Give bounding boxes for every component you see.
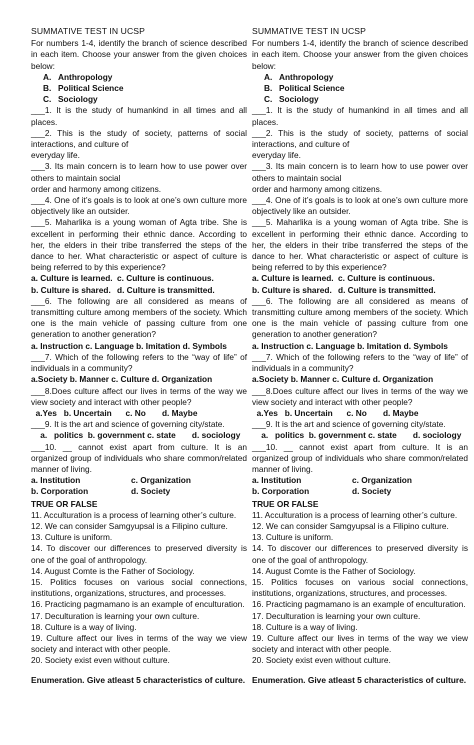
question-3-cont: order and harmony among citizens. bbox=[31, 183, 162, 194]
question-10: ___10. __ cannot exist apart from culture. It is an organized group of individuals who share common/related manner of living. bbox=[31, 441, 247, 474]
question-1: ___1. It is the study of humankind in all times and all places. bbox=[31, 105, 247, 127]
question-10-options-row2: b. Corporation d. Society bbox=[31, 486, 171, 497]
question-8-options: a.Yes b. Uncertain c. No d. Maybe bbox=[31, 407, 198, 418]
question-6: ___6. The following are all considered as means of transmitting culture among members of the society. Which one is the main vehicle of passing culture from one generation to another generation? bbox=[31, 295, 247, 340]
tf-item-20: 20. Society exist even without culture. bbox=[252, 655, 391, 666]
choice-b: B. Political Science bbox=[264, 83, 345, 94]
question-2: ___2. This is the study of society, patterns of social interactions, and culture of bbox=[252, 127, 468, 150]
question-9-options: a. politics b. government c. state d. sociology bbox=[31, 430, 241, 441]
question-10: ___10. __ cannot exist apart from culture. It is an organized group of individuals who share common/related manner of living. bbox=[252, 441, 468, 474]
enumeration-prompt: Enumeration. Give atleast 5 characteristics of culture. bbox=[252, 674, 467, 685]
question-2: ___2. This is the study of society, patterns of social interactions, and culture of bbox=[31, 127, 247, 150]
question-9-options: a. politics b. government c. state d. sociology bbox=[252, 430, 462, 441]
tf-item-19: 19. Culture affect our lives in terms of the way we view society and interact with other people. bbox=[252, 632, 468, 655]
tf-item-15: 15. Politics focuses on various social connections, institutions, organizations, structures, and processes. bbox=[31, 576, 247, 599]
tf-item-13: 13. Culture is uniform. bbox=[31, 532, 113, 543]
tf-item-17: 17. Deculturation is learning your own culture. bbox=[31, 610, 200, 621]
tf-item-12: 12. We can consider Samgyupsal is a Filipino culture. bbox=[31, 520, 228, 531]
question-5: ___5. Maharlika is a young woman of Agta tribe. She is excellent in performing their ethnic dance. According to her, the elders in their tribe transferred the steps of the dance to her. What characteristic or aspect of culture is being referred to by this experience? bbox=[252, 217, 468, 273]
test-title: SUMMATIVE TEST IN UCSP bbox=[31, 26, 145, 36]
true-or-false-heading: TRUE OR FALSE bbox=[31, 498, 98, 509]
question-8: ___8.Does culture affect our lives in terms of the way we view society and interact with other people? bbox=[252, 385, 468, 407]
question-6-options: a. Instruction c. Language b. Imitation d. Symbols bbox=[252, 340, 448, 351]
tf-item-18: 18. Culture is a way of living. bbox=[252, 621, 358, 632]
question-6-options: a. Instruction c. Language b. Imitation d. Symbols bbox=[31, 340, 227, 351]
tf-item-19: 19. Culture affect our lives in terms of the way we view society and interact with other people. bbox=[31, 632, 247, 655]
tf-item-18: 18. Culture is a way of living. bbox=[31, 621, 137, 632]
choice-a: A. Anthropology bbox=[43, 71, 113, 82]
tf-item-13: 13. Culture is uniform. bbox=[252, 532, 334, 543]
question-7: ___7. Which of the following refers to the “way of life” of individuals in a community? bbox=[31, 351, 247, 374]
question-4: ___4. One of it’s goals is to look at one’s own culture more objectively like an outsider. bbox=[31, 195, 247, 217]
instructions: For numbers 1-4, identify the branch of science described in each item. Choose your answer from the given choices below: bbox=[252, 38, 468, 71]
tf-item-16: 16. Practicing pagmamano is an example of enculturation. bbox=[31, 599, 245, 610]
tf-item-14a: 14. To discover our differences to preserved diversity is one of the goal of anthropology. bbox=[252, 543, 468, 565]
question-3-cont: order and harmony among citizens. bbox=[252, 183, 383, 194]
question-7-options: a.Society b. Manner c. Culture d. Organization bbox=[252, 374, 434, 385]
question-6: ___6. The following are all considered as means of transmitting culture among members of the society. Which one is the main vehicle of passing culture from one generation to another generation? bbox=[252, 295, 468, 340]
question-5-options-row1: a. Culture is learned. c. Culture is continuous. bbox=[31, 273, 214, 284]
question-3: ___3. Its main concern is to learn how to use power over others to maintain social bbox=[31, 161, 247, 183]
question-5-options-row2: b. Culture is shared. d. Culture is transmitted. bbox=[252, 284, 436, 295]
enumeration-prompt: Enumeration. Give atleast 5 characteristics of culture. bbox=[31, 674, 246, 685]
choice-c: C. Sociology bbox=[43, 94, 98, 105]
tf-item-11: 11. Acculturation is a process of learning other’s culture. bbox=[31, 509, 237, 520]
question-3: ___3. Its main concern is to learn how to use power over others to maintain social bbox=[252, 161, 468, 183]
choice-b: B. Political Science bbox=[43, 83, 124, 94]
question-2-cont: everyday life. bbox=[31, 150, 80, 161]
question-10-options-row1: a. Institution c. Organization bbox=[31, 475, 191, 486]
question-9: ___9. It is the art and science of governing city/state. bbox=[31, 419, 225, 430]
true-or-false-heading: TRUE OR FALSE bbox=[252, 498, 319, 509]
tf-item-12: 12. We can consider Samgyupsal is a Filipino culture. bbox=[252, 520, 449, 531]
question-5-options-row2: b. Culture is shared. d. Culture is transmitted. bbox=[31, 284, 215, 295]
question-7-options: a.Society b. Manner c. Culture d. Organization bbox=[31, 374, 213, 385]
tf-item-16: 16. Practicing pagmamano is an example of enculturation. bbox=[252, 599, 466, 610]
choice-a: A. Anthropology bbox=[264, 71, 334, 82]
tf-item-11: 11. Acculturation is a process of learning other’s culture. bbox=[252, 509, 458, 520]
tf-item-14b: 14. August Comte is the Father of Sociology. bbox=[252, 565, 416, 576]
question-10-options-row2: b. Corporation d. Society bbox=[252, 486, 392, 497]
question-5-options-row1: a. Culture is learned. c. Culture is continuous. bbox=[252, 273, 435, 284]
question-1: ___1. It is the study of humankind in all times and all places. bbox=[252, 105, 468, 127]
tf-item-20: 20. Society exist even without culture. bbox=[31, 655, 170, 666]
question-8-options: a.Yes b. Uncertain c. No d. Maybe bbox=[252, 407, 419, 418]
test-title: SUMMATIVE TEST IN UCSP bbox=[252, 26, 366, 36]
tf-item-14b: 14. August Comte is the Father of Sociology. bbox=[31, 565, 195, 576]
test-column-left bbox=[31, 26, 247, 686]
question-8: ___8.Does culture affect our lives in terms of the way we view society and interact with other people? bbox=[31, 385, 247, 407]
question-7: ___7. Which of the following refers to the “way of life” of individuals in a community? bbox=[252, 351, 468, 374]
question-9: ___9. It is the art and science of governing city/state. bbox=[252, 419, 446, 430]
question-10-options-row1: a. Institution c. Organization bbox=[252, 475, 412, 486]
question-5: ___5. Maharlika is a young woman of Agta tribe. She is excellent in performing their ethnic dance. According to her, the elders in their tribe transferred the steps of the dance to her. What characteristic or aspect of culture is being referred to by this experience? bbox=[31, 217, 247, 273]
tf-item-17: 17. Deculturation is learning your own culture. bbox=[252, 610, 421, 621]
choice-c: C. Sociology bbox=[264, 94, 319, 105]
question-4: ___4. One of it’s goals is to look at one’s own culture more objectively like an outsider. bbox=[252, 195, 468, 217]
tf-item-15: 15. Politics focuses on various social connections, institutions, organizations, structures, and processes. bbox=[252, 576, 468, 599]
test-column-right bbox=[252, 26, 468, 686]
tf-item-14a: 14. To discover our differences to preserved diversity is one of the goal of anthropology. bbox=[31, 543, 247, 565]
instructions: For numbers 1-4, identify the branch of science described in each item. Choose your answer from the given choices below: bbox=[31, 38, 247, 71]
question-2-cont: everyday life. bbox=[252, 150, 301, 161]
